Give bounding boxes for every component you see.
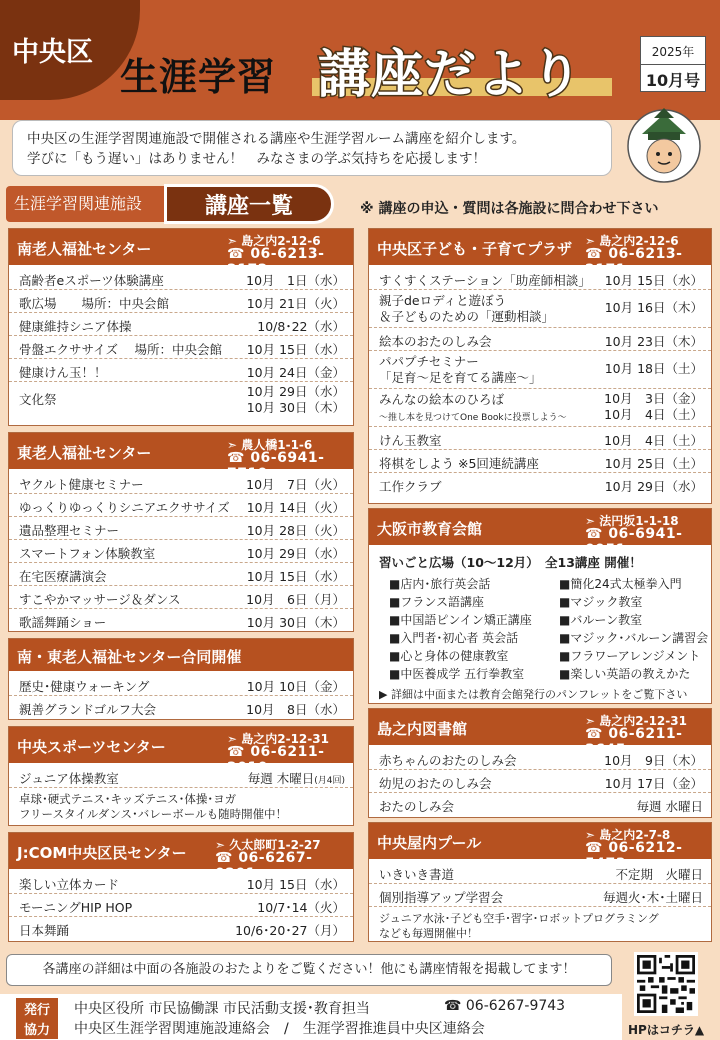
edu-course: ■店内･旅行英会話 [389,577,491,591]
facility-phone: ☎ 06-6211-3645 [585,726,683,758]
course-row: すこやかマッサージ＆ダンス 10月 6日（月） [9,586,353,609]
course-list [9,471,353,632]
section-tab: 生涯学習関連施設 [6,186,166,222]
edu-course: ■入門者･初心者 英会話 [389,631,519,645]
section-note: ※ 講座の申込・質問は各施設に問合わせ下さい [360,201,659,217]
course-row: すくすくステーション「助産師相談」 10月 15日（水） [369,267,711,290]
card-header [369,709,711,758]
course-row: 赤ちゃんのおたのしみ会 10月 9日（木） [369,747,711,770]
facility-phone: ☎ 06-6213-2171 [585,246,683,278]
facility-name: 大阪市教育会館 [377,520,483,538]
edu-course: ■フラワーアレンジメント [559,649,701,663]
edu-course: ■簡化24式太極拳入門 [559,577,682,591]
facility-name: 中央スポーツセンター [17,738,166,756]
facility-address: ➣ 島之内2-12-6 [585,234,679,248]
card-header [369,509,711,558]
card-kodomo [368,228,712,504]
facility-name: 中央区子ども・子育てプラザ [377,240,573,258]
footer-publisher: 中央区役所 市民協働課 市民活動支援･教育担当 [74,1001,370,1017]
facility-address: ➣ 久太郎町1-2-27 [215,838,321,852]
facility-phone: ☎ 06-6941-7719 [227,450,325,482]
issue-month: 10月号 [641,64,705,91]
course-row: 歌謡舞踊ショー 10月 30日（木） [19,615,345,630]
ward-name: 中央区 [12,37,93,68]
course-row: 歴史･健康ウォーキング 10月 10日（金） [9,673,353,696]
course-row: ジュニア体操教室 毎週 木曜日(月4回) [9,765,353,788]
facility-address: ➣ 法円坂1-1-18 [585,514,679,528]
course-row: 文化祭 10月 29日（水） 10月 30日（木） [19,384,345,415]
card-edu [368,508,712,704]
course-row: 幼児のおたのしみ会 10月 17日（金） [369,770,711,793]
facility-address: ➣ 農人橋1-1-6 [227,438,313,452]
course-row: 歌広場 場所：中央会館 10月 21日（火） [9,290,353,313]
facility-phone: ☎ 06-6213-2172 [227,246,325,278]
card-header [9,727,353,776]
bottom-note: 各講座の詳細は中面の各施設のおたよりをご覧ください！他にも講座情報を掲載してます！ [6,954,612,986]
facility-name: J:COM中央区民センター [17,844,187,862]
facility-name: 南老人福祉センター [17,240,152,258]
header-band [0,0,720,120]
facility-phone: ☎ 06-6211-2010 [227,744,325,776]
course-row: 親子deロディと遊ぼう ＆子どものための「運動相談」 10月 16日（木） [369,290,711,328]
course-list [9,765,353,826]
edu-course: ■マジック･バルーン講習会 [559,631,709,645]
facility-phone: ☎ 06-6941-0951 [585,526,683,558]
course-list [369,861,711,945]
card-header [9,433,353,482]
issue-year: 2025年 [651,45,695,59]
course-row: 個別指導アップ学習会 毎週火･木･土曜日 [369,884,711,907]
edu-course: ■中国語ピンイン矯正講座 [389,613,532,627]
footer-cooperation: 中央区生涯学習関連施設連絡会 / 生涯学習推進員中央区連絡会 [74,1021,485,1037]
section-title: 講座一覧 [164,184,334,224]
title-sub: 講座だより [318,45,584,105]
course-list [369,267,711,496]
course-row: 絵本のおたのしみ会 10月 23日（木） [369,328,711,351]
intro-box [12,120,612,176]
intro-line-2: 学びに「もう遅い」はありません！ みなさまの学ぶ気持ちを応援します！ [27,151,486,167]
facility-address: ➣ 島之内2-12-31 [585,714,687,728]
facility-phone: ☎ 06-6212-5473 [585,840,683,872]
facility-name: 中央屋内プール [377,834,482,852]
course-row: 在宅医療講演会 10月 15日（水） [9,563,353,586]
issue-date-box [640,36,706,92]
card-joint [8,638,354,720]
card-pool [368,822,712,942]
course-row: 工作クラブ 10月 29日（水） [379,479,703,494]
card-header [9,639,353,671]
course-row: ヤクルト健康セミナー 10月 7日（火） [9,471,353,494]
course-row: みんなの絵本のひろば ～推し本を見つけてOne Bookに投票しよう～ 10月 3日（金） 10月 4日（土） [369,389,711,427]
course-row: 楽しい立体カード 10月 15日（水） [9,871,353,894]
footer-phone: ☎ 06-6267-9743 [444,998,566,1014]
facility-note: 卓球･硬式テニス･キッズテニス･体操･ヨガ フリースタイルダンス･バレーボールも随時開催中！ [19,792,288,821]
course-row: 骨盤エクササイズ 場所：中央会館 10月 15日（水） [9,336,353,359]
card-jcom [8,832,354,942]
card-library [368,708,712,818]
facility-address: ➣ 島之内2-12-31 [227,732,329,746]
footer [0,994,622,1040]
course-row: ゆっくりゆっくりシニアエクササイズ 10月 14日（火） [9,494,353,517]
course-row: スマートフォン体験教室 10月 29日（水） [9,540,353,563]
course-row: 健康維持シニア体操 10/8･22（水） [9,313,353,336]
edu-note: ▶ 詳細は中面または教育会館発行のパンフレットをご覧下さい [379,688,688,701]
edu-title: 習いごと広場（10～12月） 全13講座 開催！ [379,555,642,570]
course-row: 遺品整理セミナー 10月 28日（火） [9,517,353,540]
facility-name: 島之内図書館 [377,720,468,738]
edu-course: ■楽しい英語の教えかた [559,667,691,681]
edu-course: ■中医養成学 五行拳教室 [389,667,525,681]
facility-name: 東老人福祉センター [17,444,152,462]
course-list [369,747,711,816]
course-row: おたのしみ会 毎週 水曜日 [379,799,703,814]
footer-label-cooperation: 協力 [16,1018,58,1039]
course-row: いきいき書道 不定期 火曜日 [369,861,711,884]
course-list [9,871,353,940]
card-header [369,229,711,278]
course-row: 健康けん玉！！ 10月 24日（金） [9,359,353,382]
facility-address: ➣ 島之内2-7-8 [585,828,671,842]
qr-code[interactable] [634,952,698,1016]
qr-caption: HPはコチラ▲ [628,1023,705,1037]
card-sports [8,726,354,826]
card-header [9,833,353,882]
intro-line-1: 中央区の生涯学習関連施設で開催される講座や生涯学習ルーム講座を紹介します。 [27,131,526,147]
course-row: 親善グランドゴルフ大会 10月 8日（水） [19,702,345,717]
title-main: 生涯学習 [120,55,277,99]
card-header [369,823,711,872]
course-row: パパプチセミナー 「足育～足を育てる講座～」 10月 18日（土） [369,351,711,389]
course-row: けん玉教室 10月 4日（土） [369,427,711,450]
course-row: モーニングHIP HOP 10/7･14（火） [9,894,353,917]
facility-address: ➣ 島之内2-12-6 [227,234,321,248]
edu-course: ■バルーン教室 [559,613,643,627]
footer-label-publisher: 発行 [16,998,58,1019]
course-row: 将棋をしよう ※5回連続講座 10月 25日（土） [369,450,711,473]
edu-course: ■マジック教室 [559,595,643,609]
facility-name: 南・東老人福祉センター合同開催 [17,648,242,666]
edu-course: ■フランス語講座 [389,595,484,609]
card-higashi [8,432,354,632]
mascot-illustration [622,100,706,184]
course-list [9,267,353,420]
course-row: 日本舞踊 10/6･20･27（月） [19,923,345,938]
card-header [9,229,353,278]
course-row: 高齢者eスポーツ体験講座 10月 1日（水） [9,267,353,290]
facility-note: ジュニア水泳･子ども空手･習字･ロボットプログラミング なども毎週開催中！ [379,912,659,940]
course-list [9,673,353,719]
facility-phone: ☎ 06-6267-0201 [215,850,313,882]
edu-course: ■心と身体の健康教室 [389,649,509,663]
card-nanro [8,228,354,426]
